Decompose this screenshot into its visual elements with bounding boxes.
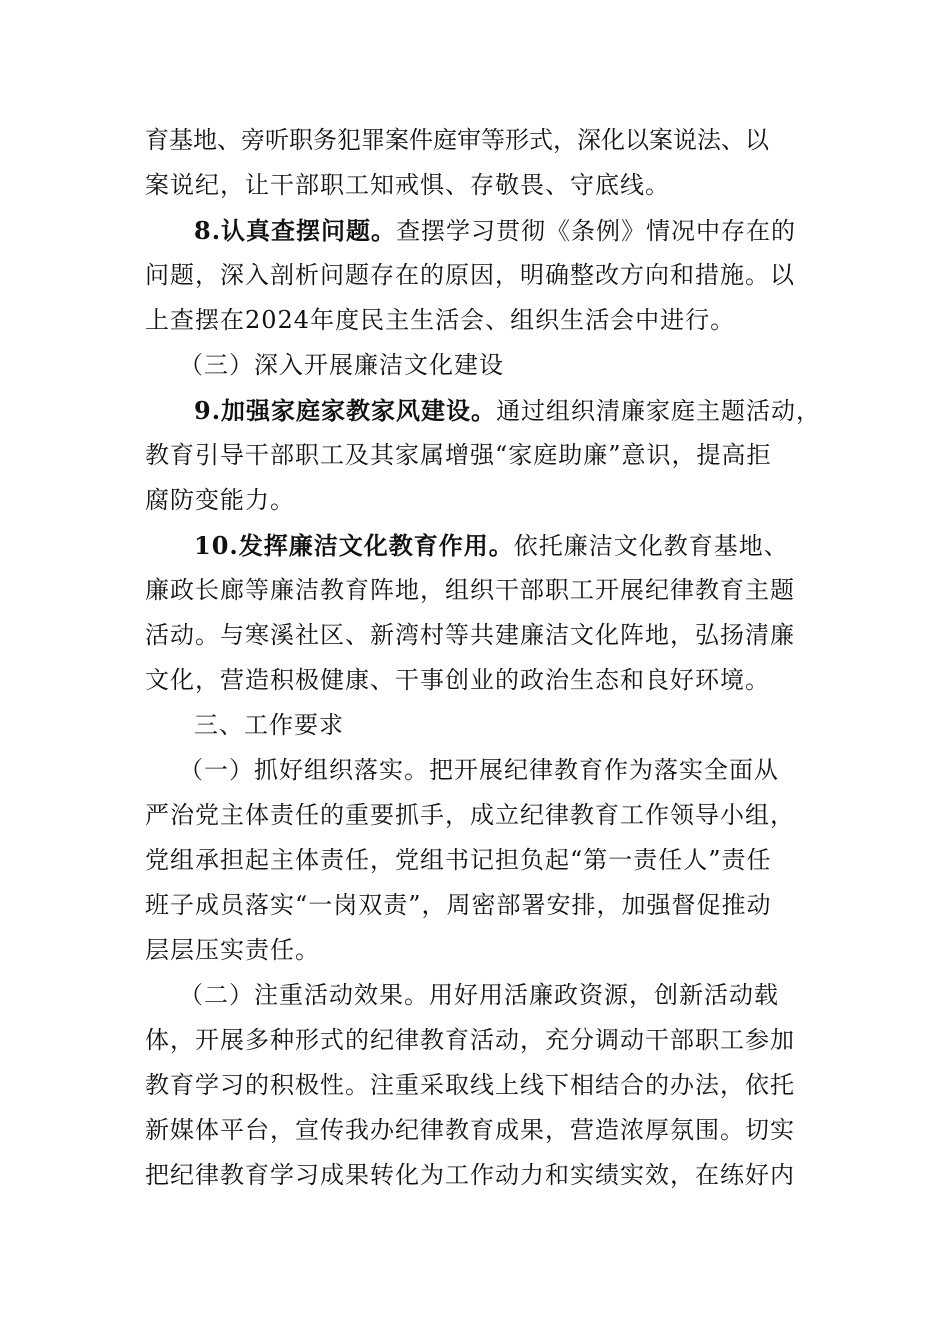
document-body [145, 118, 822, 1198]
text-line [145, 568, 817, 613]
text: 廉政长廊等廉洁教育阵地，组织干部职工开展纪律教育主题 [145, 576, 795, 604]
requirement-2-line [145, 973, 817, 1018]
item-10-line [145, 523, 817, 568]
text: 问题，深入剖析问题存在的原因，明确整改方向和措施。以 [145, 261, 795, 289]
text: 教育学习的积极性。注重采取线上线下相结合的办法，依托 [145, 1071, 795, 1099]
item-10-text: 依托廉洁文化教育基地、 [513, 532, 789, 560]
text: 体，开展多种形式的纪律教育活动，充分调动干部职工参加 [145, 1026, 795, 1054]
text-line [145, 613, 817, 658]
text: 腐防变能力。 [145, 486, 295, 514]
text: 上查摆在2024年度民主生活会、组织生活会中进行。 [145, 306, 736, 334]
heading-text: （三）深入开展廉洁文化建设 [179, 351, 504, 379]
text-line [145, 1063, 817, 1108]
text-line [145, 1153, 817, 1198]
heading-text: 三、工作要求 [194, 711, 344, 739]
text: 育基地、旁听职务犯罪案件庭审等形式，深化以案说法、以 [145, 126, 769, 154]
item-8-text: 查摆学习贯彻《条例》情况中存在的 [396, 217, 797, 245]
text-line [145, 658, 817, 703]
text-line [145, 793, 817, 838]
text-line [145, 1018, 817, 1063]
text: 文化，营造积极健康、干事创业的政治生态和良好环境。 [145, 666, 770, 694]
text: 案说纪，让干部职工知戒惧、存敬畏、守底线。 [145, 171, 670, 199]
text-line [145, 118, 817, 163]
text-line [145, 253, 817, 298]
item-9-line [145, 388, 822, 433]
text-line [145, 478, 817, 523]
item-9-text: 通过组织清廉家庭主题活动， [496, 397, 822, 425]
text-line [145, 433, 817, 478]
text: （二）注重活动效果。用好用活廉政资源，创新活动载 [179, 981, 779, 1009]
text: 层层压实责任。 [145, 936, 320, 964]
text: 把纪律教育学习成果转化为工作动力和实绩实效，在练好内 [145, 1161, 795, 1189]
text-line [145, 883, 817, 928]
text-line [145, 1108, 817, 1153]
item-9-title: 9.加强家庭家教家风建设。 [194, 396, 497, 425]
text: 严治党主体责任的重要抓手，成立纪律教育工作领导小组， [145, 801, 795, 829]
text: （一）抓好组织落实。把开展纪律教育作为落实全面从 [179, 756, 779, 784]
item-8-title: 8.认真查摆问题。 [194, 216, 397, 245]
text-line [145, 928, 817, 973]
requirement-1-line [145, 748, 817, 793]
section-3-heading [145, 343, 817, 388]
text-line [145, 298, 817, 343]
text: 教育引导干部职工及其家属增强“家庭助廉”意识，提高拒 [145, 441, 772, 469]
item-8-line [145, 208, 817, 253]
text: 党组承担起主体责任，党组书记担负起“第一责任人”责任 [145, 846, 772, 874]
text: 新媒体平台，宣传我办纪律教育成果，营造浓厚氛围。切实 [145, 1116, 795, 1144]
part-3-heading [145, 703, 817, 748]
text-line [145, 163, 817, 208]
item-10-title: 10.发挥廉洁文化教育作用。 [194, 531, 514, 560]
text: 班子成员落实“一岗双责”，周密部署安排，加强督促推动 [145, 891, 772, 919]
text: 活动。与寒溪社区、新湾村等共建廉洁文化阵地，弘扬清廉 [145, 621, 795, 649]
text-line [145, 838, 817, 883]
